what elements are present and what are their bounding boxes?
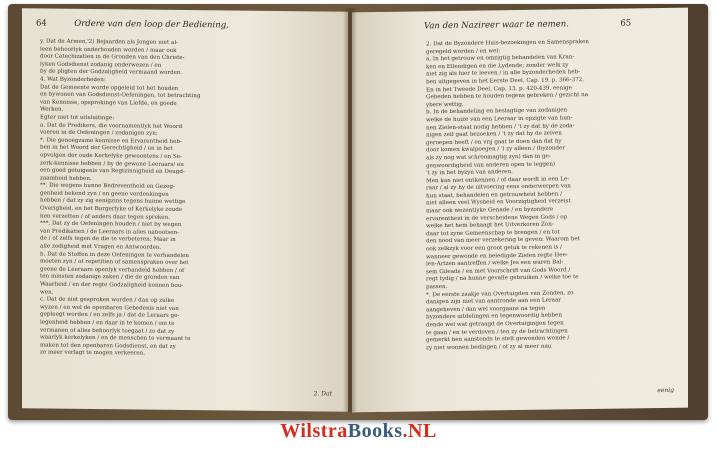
text-line: nigen zelf gaat bezoeken / 't zy dat hy de zelven xyxy=(426,130,562,139)
text-line: ze meer verlagt te mogen verkeeren. xyxy=(40,349,146,357)
text-line: b. In de behandeling en beslagtige van zodanigen xyxy=(426,107,568,116)
text-line: genwoordigheid van anderen open te leggen) xyxy=(426,161,556,169)
left-page-header xyxy=(36,18,229,30)
text-line: 2. Dat de Byzondere Huis-bezoekingen en Samenspraken xyxy=(426,39,589,48)
text-line: daar tot zyne Gemeenschap te brengen / en tot xyxy=(426,229,560,238)
text-line: ben in het Woord der Gerechtigheid / en in het xyxy=(40,144,173,153)
text-line: En in het Tweede Deel, Cap. 13. p. 420-439. eenige xyxy=(426,84,572,93)
text-line: 4. Wat Byzonderheden: xyxy=(40,76,106,84)
right-page xyxy=(352,8,688,413)
text-line: gemerkt hen aanstonds te stelt gewonden wonde / xyxy=(426,335,570,344)
watermark-part-1: Wilstra xyxy=(280,420,348,442)
text-line: genheid bekend zyn / en geene verdenkingen xyxy=(40,190,169,198)
text-line: hebben / dat zy zig eenigzins tegens hunne wettige xyxy=(40,197,186,206)
text-line: y. Dat de Armen,'2) Bejaarden als Jongen niet al- xyxy=(40,38,179,46)
text-line: sem Gileads / en met Voorschrift van Gods Woord / xyxy=(426,267,571,276)
text-line: de / of zelfs tegen de die te verbeteren: Maar in xyxy=(40,235,176,244)
left-page-body xyxy=(40,38,340,360)
text-line: wyzen / en wel de openbaren Gebedenis niet van xyxy=(40,304,179,312)
text-line: ervarentheid in de verscheidene Wegen Gods / op xyxy=(426,213,568,222)
text-line: raar / al zy hy de uitvoering eens onderwerpen van xyxy=(426,183,571,192)
text-line: Werken. xyxy=(40,106,64,114)
left-page-number: 64 xyxy=(36,18,47,29)
text-line: zy niet wonnen bedingen / of zy al meer nau xyxy=(426,343,552,352)
text-line: hen verzetten / of anders daar tegen spreken. xyxy=(40,213,170,221)
text-line: als zy nog wat schroomagtig zyn) dan in ge- xyxy=(426,153,551,162)
text-line: geroepen heeft / en vrij gaat te doen dan dat hy xyxy=(426,138,562,147)
text-line: voeren in de Oefeningen / zodanigen zyn: xyxy=(40,129,158,137)
text-line: b. Dat de Stoffen in deze Oefeningen te verhandelen xyxy=(40,251,190,259)
text-line: en bywonen van Godsdienst-Oefeningen, tot betrachting xyxy=(40,91,201,100)
right-page-body xyxy=(426,38,676,353)
text-line: alle zedigheid met Vragen en Antwoorden. xyxy=(40,243,162,251)
text-line: zerk-kennisse hebben / by de gewone Leeraars/ en xyxy=(40,159,184,168)
text-line: welke de huize van een Leeraar in opzigte van hun- xyxy=(426,115,573,124)
text-line: Gebeden hebben te houden tegens gebreken / gezicht na xyxy=(426,92,589,101)
left-page xyxy=(22,8,348,411)
text-line: dende wel wat getraagd de Overtuigingen tegen xyxy=(426,320,564,329)
text-line: moeten zyn / of repetitien of samenspraken over het xyxy=(40,258,189,267)
right-page-running-title: Van den Nazireer waar te nemen. xyxy=(424,19,569,32)
text-line: passen. xyxy=(426,284,448,291)
text-line: zaamheid hebben. xyxy=(40,175,92,182)
text-line: wen. xyxy=(40,289,54,296)
right-page-header xyxy=(424,18,631,31)
right-page-number: 65 xyxy=(620,18,632,29)
text-line: ken en Ellendigen en die Lydende; zonder welk zy xyxy=(426,62,569,71)
text-line: welke het hem behaagt het Uitverkoren Zon- xyxy=(426,221,554,230)
text-line: ybere wettig. xyxy=(426,101,464,109)
text-line: Egter niet tot uitsluitinge: xyxy=(40,114,115,122)
text-line: by de pligten der Godzaligheid vermaand worden. xyxy=(40,68,183,77)
text-line: a. Dat de Predikers, die voornamentlyk het Woord xyxy=(40,122,183,130)
text-line: **. Die wegens hunne Bedreventheid en Gezeg- xyxy=(40,182,175,191)
text-line: len-Artzen aantreffen / welke Jes een waren Bal- xyxy=(426,259,564,268)
text-line: vermanen of alles behoorlyk toegaat / zo dat zy xyxy=(40,327,175,335)
text-line: van Kennisse, opsprekinge van Liefde, en goede xyxy=(40,99,177,107)
text-line: wanneer gewonde en beledigde Zielen regte Hee- xyxy=(426,251,568,260)
text-line: door komen kwalpoegen / 'l zy alleen / (byzonder xyxy=(426,145,565,154)
text-line: niet alleen veel Wysheid en Voorzigtigheid verzeist xyxy=(426,198,571,207)
text-line: niet zig als hier te leeven / in alle byzonderheden heb- xyxy=(426,69,580,78)
text-line: Waarheid / en der regte Godzaligheid konnen bou- xyxy=(40,281,184,289)
right-page-catchword: eenig xyxy=(657,386,674,395)
open-book xyxy=(8,4,708,420)
text-line: te gaan / en te verdoven / ten zy de betrachtingen xyxy=(426,327,568,336)
text-line: danigen zijn niet van aantronde aan een Leraar xyxy=(426,297,561,306)
text-line: ook zelkzyk voor een groot geluk te rekenen is / xyxy=(426,244,563,253)
text-line: den nood van meer verzekering te geven: Waarom het xyxy=(426,236,580,245)
text-line: opvolgen der oude Kerkelyke gewoontens / en Se- xyxy=(40,152,182,160)
text-line: nen Zielen-staat nodig hebben / 't zy dat hy de zoda- xyxy=(426,122,575,131)
text-line: geregeld worden / en wel: xyxy=(426,47,501,55)
text-line: *. Die genoegzame kennisse en Ervarentheid heb- xyxy=(40,137,182,145)
text-line: ***. Dat zy de Oefeningen houden / niet by wegen xyxy=(40,220,182,229)
text-line: c. Dat de niet gesproken worden / dan op zulke xyxy=(40,296,175,305)
text-line: ben uitgegeven in het Eerste Deel, Cap. 19. p. 366-372. xyxy=(426,77,584,86)
text-line: leen behoorlyk onderhouden worden / maar ook xyxy=(40,46,177,54)
text-line: a. In het getrouw en omzigtig behandelen van Kran- xyxy=(426,54,575,63)
watermark-part-3: .NL xyxy=(402,420,437,442)
text-line: maken tot den openbaren Godsdienst, en dat zy xyxy=(40,342,176,350)
text-line: geene de Leeraars openlyk verhandeld hebben / of xyxy=(40,266,185,274)
text-line: hun staat, behandelen en getrouwheid hebben / xyxy=(426,191,562,200)
left-page-catchword: 2. Dat xyxy=(313,390,332,398)
text-line: door Catechizatien in de Gronden van den Christe- xyxy=(40,53,185,62)
text-line: *. De eerste zaakje van Overtuigden van Zonden, zo xyxy=(426,289,574,298)
text-line: van Predikatien / de Leeraars in alles nabootsen- xyxy=(40,228,179,236)
text-line: regt tydig / na hunne gevalle gebruiken / welke toe te xyxy=(426,274,579,283)
text-line: maar ook wezentlyke Genade / en byzondere xyxy=(426,206,554,215)
text-line: lyken Godsdienst zodanig onderwezen / en xyxy=(40,61,162,69)
text-line: gepleegt worden / en zelfs ja / dat de Leraars ge- xyxy=(40,311,180,320)
watermark-part-2: Books xyxy=(347,420,403,442)
left-page-running-title: Ordere van den loop der Bediening, xyxy=(74,18,229,31)
text-line: een goed getuigenis van Regtzinnigheid en Deugd- xyxy=(40,167,185,176)
text-line: Men kan niet ontkennen / of daar wordt in een Le- xyxy=(426,176,570,185)
text-line: 't zy in het byzyn van anderen. xyxy=(426,169,513,177)
text-line: legenheid hebben / en daar in te komen / om te xyxy=(40,319,175,327)
text-line: byzondere uitdelingen en tegenwoordig hebben xyxy=(426,312,562,321)
text-line: waarlyk kerkelyken / en de menschen te vermaant te xyxy=(40,334,191,343)
text-line: Dat de Gemeente worde opgeleid tot het houden xyxy=(40,84,179,92)
book-gutter xyxy=(343,8,357,412)
text-line: ten minsten zodanige zaken / die de gronden van xyxy=(40,273,180,282)
text-line: Overigheid, en het Burgerlyke of Kerkelyke zoude xyxy=(40,205,183,214)
text-line: aangeheven / dan wel voorgaans na tegen xyxy=(426,305,546,314)
watermark xyxy=(0,420,717,443)
